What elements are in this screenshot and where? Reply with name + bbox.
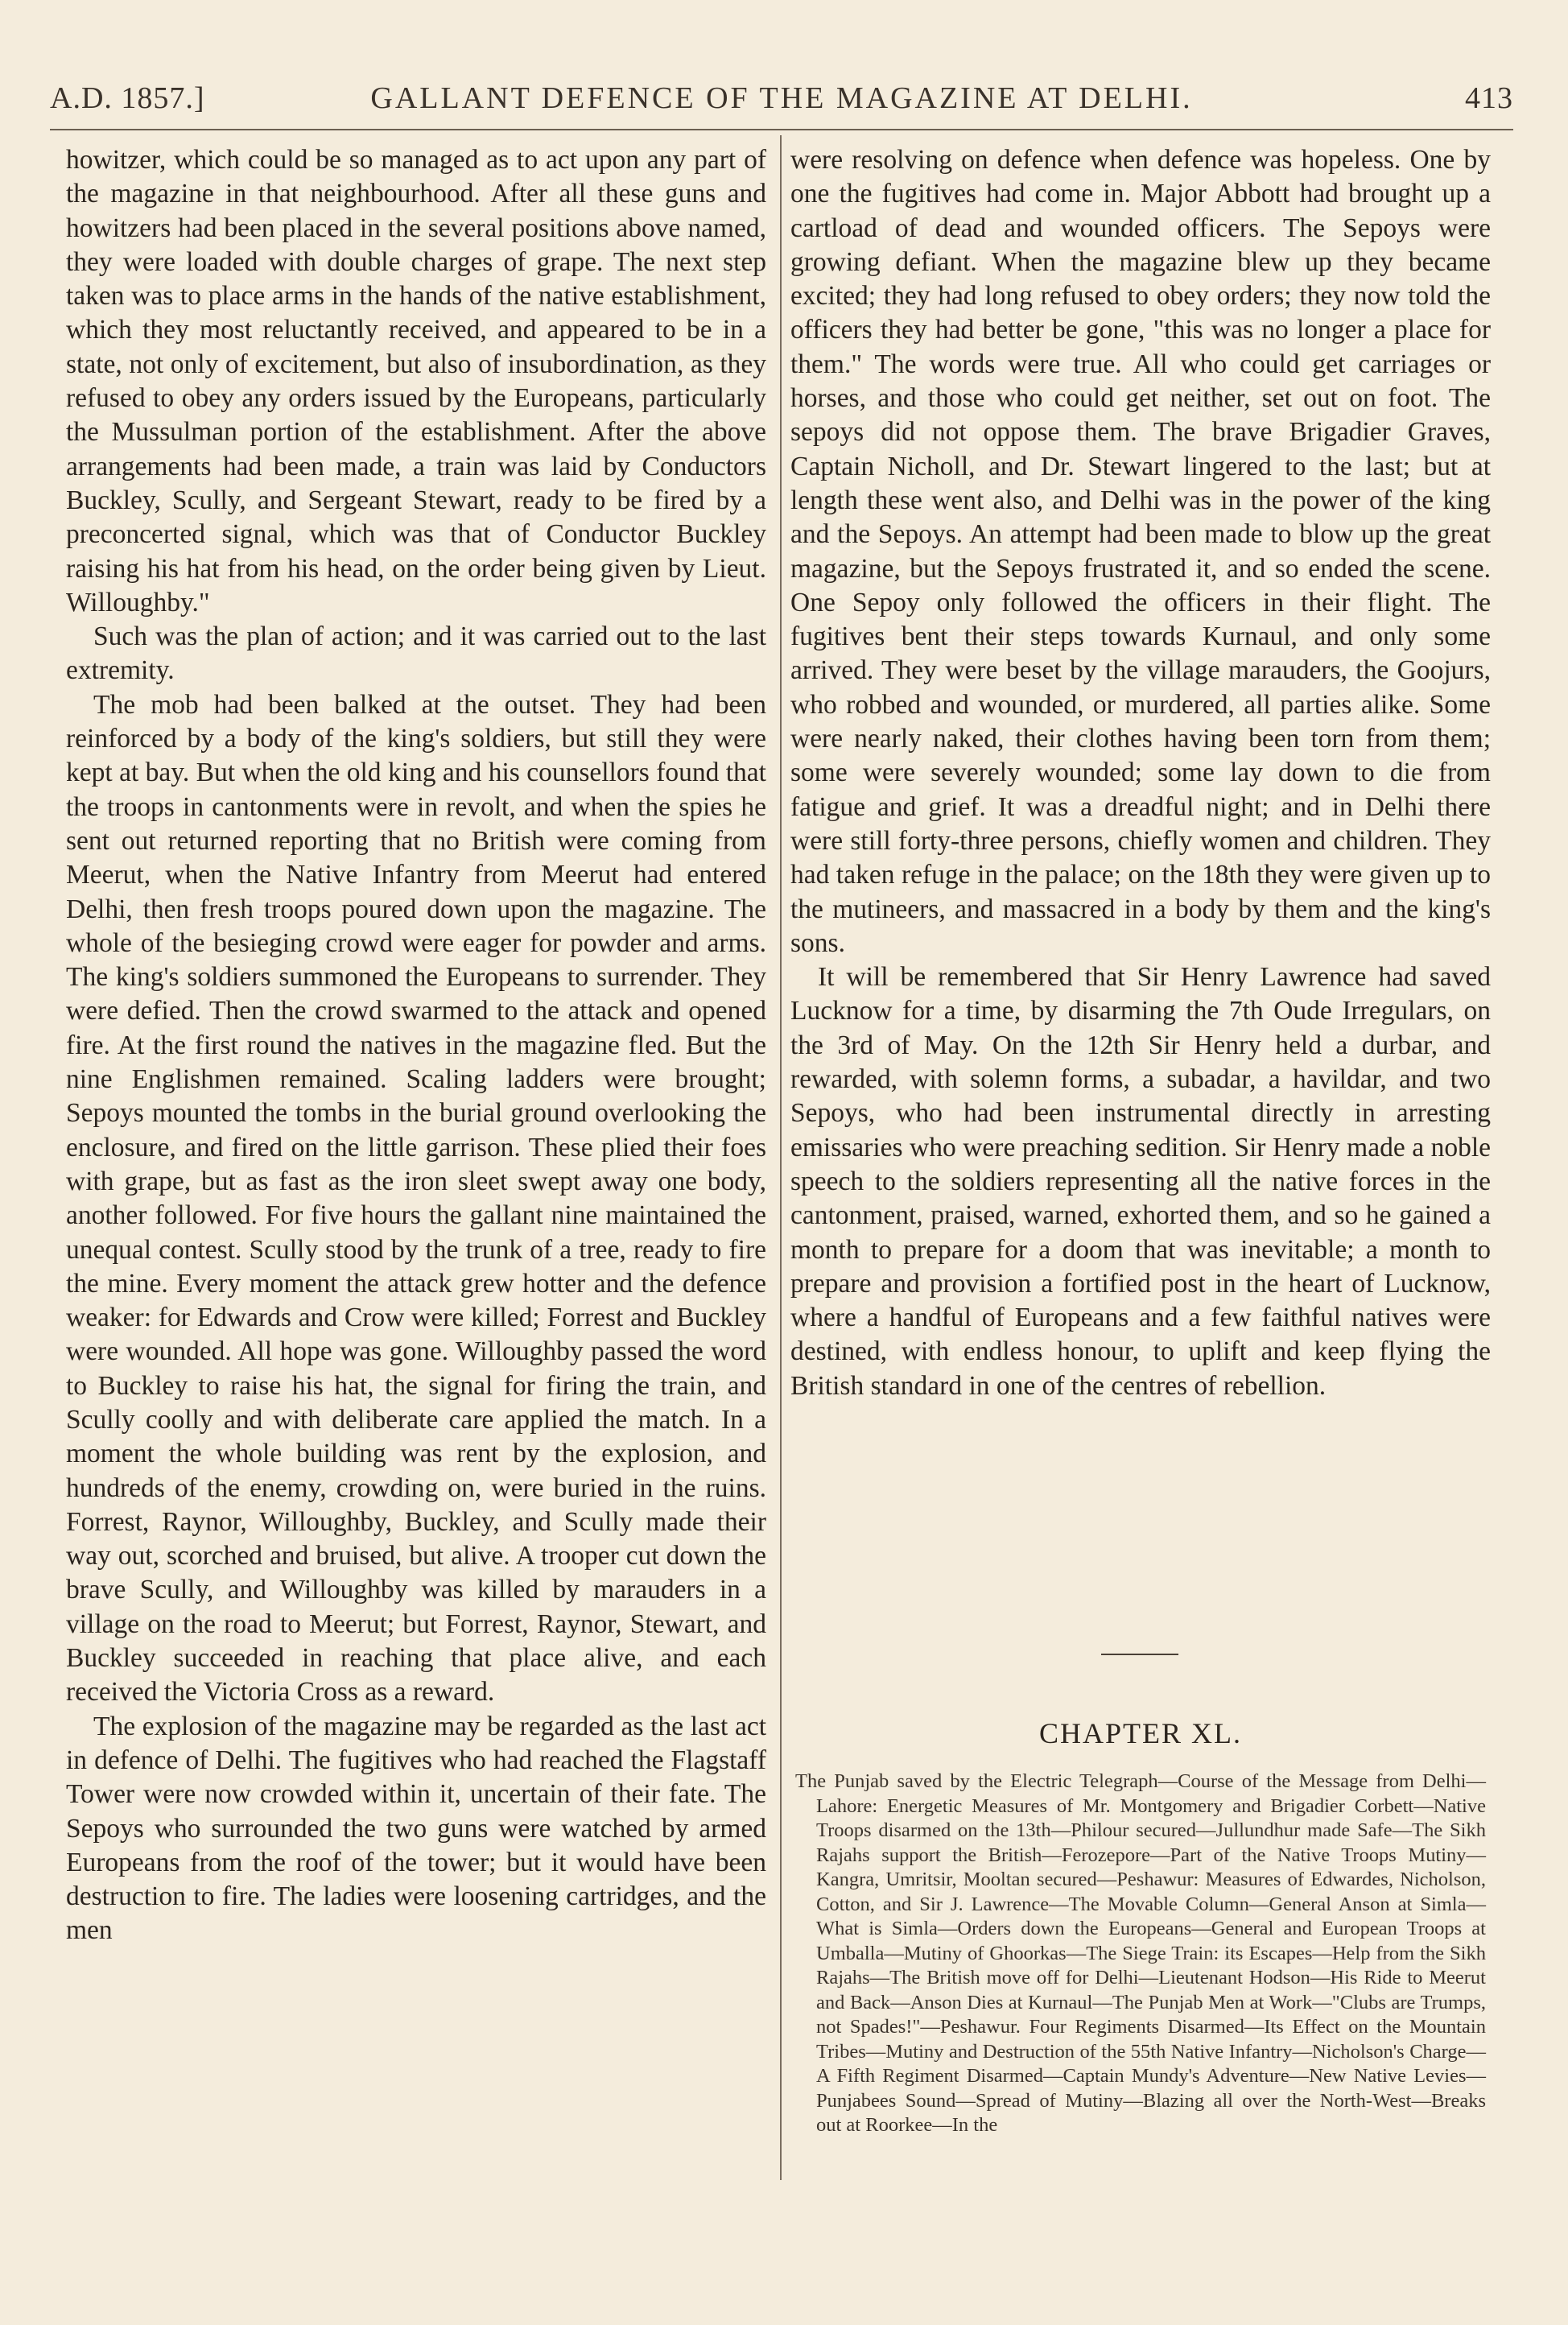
paragraph: howitzer, which could be so managed as to act upon any part of the magazine in that neighbourhood. After all these guns and howitzers had been placed in the several positions above named, they were loaded with double charges of grape. The next step taken was to place arms in the hands of the native establishment, which they most reluctantly received, and appeared to be in a state, not only of excitement, but also of insubordination, as they refused to obey any orders issued by the Europeans, particularly the Mussulman portion of the establishment. After the above arrangements had been made, a train was laid by Conductors Buckley, Scully, and Sergeant Stewart, ready to be fired by a preconcerted signal, which was that of Conductor Buckley raising his hat from his head, on the order being given by Lieut. Willoughby."	[66, 145, 766, 617]
running-head	[50, 81, 1513, 116]
page-number: 413	[1465, 81, 1513, 115]
paragraph: The explosion of the magazine may be regarded as the last act in defence of Delhi. The fugitives who had reached the Flagstaff Tower were now crowded within it, uncertain of their fate. The Sepoys who surrounded the two guns were watched by armed Europeans from the roof of the tower; but it would have been destruction to fire. The ladies were loosening cartridges, and the men	[66, 1711, 766, 1946]
paragraph: were resolving on defence when defence was hopeless. One by one the fugitives had come in. Major Abbott had brought up a cartload of dead and wounded officers. The Sepoys were growing defiant. When the magazine blew up they became excited; they had long refused to obey orders; they now told the officers they had better be gone, "this was no longer a place for them." The words were true. All who could get carriages or horses, and those who could get neither, set out on foot. The sepoys did not oppose them. The brave Brigadier Graves, Captain Nicholl, and Dr. Stewart lingered to the last; but at length these went also, and Delhi was in the power of the king and the Sepoys. An attempt had been made to blow up the great magazine, but the Sepoys frustrated it, and so ended the scene. One Sepoy only followed the officers in their flight. The fugitives bent their steps towards Kurnaul, and only some arrived. They were beset by the village marauders, the Goojurs, who robbed and wounded, or murdered, all parties alike. Some were nearly naked, their clothes having been torn from them; some were severely wounded; some lay down to die from fatigue and grief. It was a dreadful night; and in Delhi there were still forty-three persons, chiefly women and children. They had taken refuge in the palace; on the 18th they were given up to the mutineers, and massacred in a body by them and the king's sons.	[790, 145, 1491, 958]
paragraph: The mob had been balked at the outset. They had been reinforced by a body of the king's soldiers, but still they were kept at bay. But when the old king and his counsellors found that the troops in cantonments were in revolt, and when the spies he sent out returned reporting that no British were coming from Meerut, when the Native Infantry from Meerut had entered Delhi, then fresh troops poured down upon the magazine. The whole of the besieging crowd were eager for powder and arms. The king's soldiers summoned the Europeans to surrender. They were defied. Then the crowd swarmed to the attack and opened fire. At the first round the natives in the magazine fled. But the nine Englishmen remained. Scaling ladders were brought; Sepoys mounted the tombs in the burial ground overlooking the enclosure, and fired on the little garrison. These plied their foes with grape, but as fast as the iron sleet swept away one body, another followed. For five hours the gallant nine maintained the unequal contest. Scully stood by the trunk of a tree, ready to fire the mine. Every moment the attack grew hotter and the defence weaker: for Edwards and Crow were killed; Forrest and Buckley were wounded. All hope was gone. Willoughby passed the word to Buckley to raise his hat, the signal for firing the train, and Scully coolly and with deliberate care applied the match. In a moment the whole building was rent by the explosion, and hundreds of the enemy, crowding on, were buried in the ruins. Forrest, Raynor, Willoughby, Buckley, and Scully made their way out, scorched and bruised, but alive. A trooper cut down the brave Scully, and Willoughby was killed by marauders in a village on the road to Meerut; but Forrest, Raynor, Stewart, and Buckley succeeded in reaching that place alive, and each received the Victoria Cross as a reward.	[66, 689, 766, 1708]
chapter-separator-rule	[1101, 1654, 1178, 1655]
running-head-title: GALLANT DEFENCE OF THE MAGAZINE AT DELHI.	[370, 81, 1193, 115]
paragraph: Such was the plan of action; and it was carried out to the last extremity.	[66, 622, 766, 686]
column-divider	[780, 135, 782, 2180]
chapter-synopsis: The Punjab saved by the Electric Telegraph—Course of the Message from Delhi—Lahore: Energetic Measures of Mr. Montgomery and Brigadier Corbett—Native Troops disarmed on the 13th—Philour secured—Jullundhur made Safe—The Sikh Rajahs support the British—Ferozepore—Part of the Native Troops Mutiny—Kangra, Umritsir, Mooltan secured—Peshawur: Measures of Edwardes, Nicholson, Cotton, and Sir J. Lawrence—The Movable Column—General Anson at Simla—What is Simla—Orders down the Europeans—General and European Troops at Umballa—Mutiny of Ghoorkas—The Siege Train: its Escapes—Help from the Sikh Rajahs—The British move off for Delhi—Lieutenant Hodson—His Ride to Meerut and Back—Anson Dies at Kurnaul—The Punjab Men at Work—"Clubs are Trumps, not Spades!"—Peshawur. Four Regiments Disarmed—Its Effect on the Mountain Tribes—Mutiny and Destruction of the 55th Native Infantry—Nicholson's Charge—A Fifth Regiment Disarmed—Captain Mundy's Adventure—New Native Levies—Punjabees Sound—Spread of Mutiny—Blazing all over the North-West—Breaks out at Roorkee—In the	[795, 1770, 1486, 2136]
right-column	[790, 143, 1491, 1403]
running-head-date: A.D. 1857.]	[50, 81, 205, 115]
header-rule	[50, 129, 1513, 130]
left-column	[66, 143, 766, 1948]
paragraph: It will be remembered that Sir Henry Lawrence had saved Lucknow for a time, by disarming the 7th Oude Irregulars, on the 3rd of May. On the 12th Sir Henry held a durbar, and rewarded, with solemn forms, a subadar, a havildar, and two Sepoys, who had been instrumental directly in arresting emissaries who were preaching sedition. Sir Henry made a noble speech to the soldiers representing all the native forces in the cantonment, praised, warned, exhorted them, and so he gained a month to prepare for a doom that was inevitable; a month to prepare and provision a fortified post in the heart of Lucknow, where a handful of Europeans and a few faithful natives were destined, with endless honour, to uplift and keep flying the British standard in one of the centres of rebellion.	[790, 962, 1491, 1401]
chapter-title: CHAPTER XL.	[1038, 1717, 1242, 1749]
